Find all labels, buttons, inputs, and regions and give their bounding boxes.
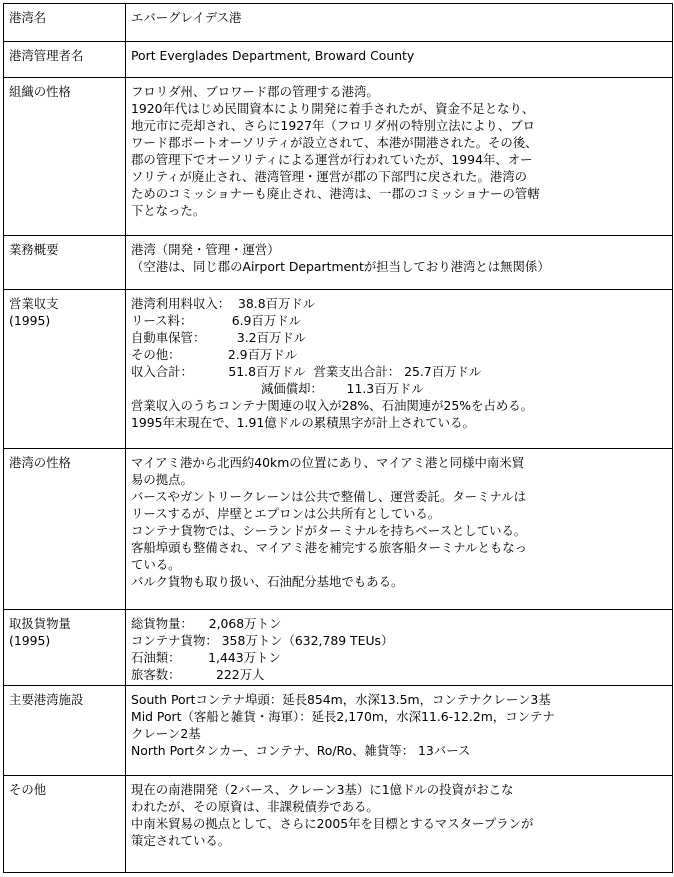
content-line: 策定されている。 bbox=[131, 833, 231, 848]
row-content bbox=[126, 4, 673, 42]
content-line: North Portタンカー、コンテナ、Ro/Ro、雑貨等： 13バース bbox=[131, 743, 471, 758]
row-label bbox=[4, 290, 126, 449]
content-line: エバーグレイデス港 bbox=[131, 10, 242, 25]
content-line: 減価償却： 11.3百万ドル bbox=[131, 381, 424, 396]
row-content bbox=[126, 290, 673, 449]
content-line: コンテナ貨物では、シーランドがターミナルを持ちベースとしている。 bbox=[131, 523, 527, 538]
row-label bbox=[4, 776, 126, 873]
label-line: 港湾名 bbox=[9, 10, 47, 25]
row-label bbox=[4, 610, 126, 686]
content-line: 総貨物量： 2,068万トン bbox=[131, 616, 282, 631]
table-row bbox=[4, 42, 673, 78]
content-line: 下となった。 bbox=[131, 203, 206, 218]
content-line: われたが、その原資は、非課税債券である。 bbox=[131, 799, 379, 814]
table-row bbox=[4, 449, 673, 610]
content-line: ためのコミッショナーも廃止され、港湾は、一郡のコミッショナーの管轄 bbox=[131, 186, 540, 201]
row-content bbox=[126, 686, 673, 776]
content-line: 収入合計： 51.8百万ドル 営業支出合計： 25.7百万ドル bbox=[131, 364, 482, 379]
content-line: ソリティが廃止され、港湾管理・運営が郡の下部門に戻された。港湾の bbox=[131, 169, 528, 184]
content-line: Port Everglades Department, Broward County bbox=[131, 48, 415, 63]
table-row bbox=[4, 776, 673, 873]
port-info-table bbox=[3, 3, 673, 873]
label-line: 組織の性格 bbox=[9, 84, 71, 99]
label-line: 営業収支 bbox=[9, 296, 59, 311]
table-row bbox=[4, 4, 673, 42]
content-line: 営業収入のうちコンテナ関連の収入が28%、石油関連が25%を占める。 bbox=[131, 398, 534, 413]
content-line: ている。 bbox=[131, 557, 181, 572]
content-line: 旅客数： 222万人 bbox=[131, 667, 265, 682]
table-row bbox=[4, 610, 673, 686]
row-label bbox=[4, 78, 126, 236]
row-label bbox=[4, 42, 126, 78]
content-line: 郡の管理下でオーソリティによる運営が行われていたが、1994年、オー bbox=[131, 152, 533, 167]
content-line: 中南米貿易の拠点として、さらに2005年を目標とするマスタープランが bbox=[131, 816, 534, 831]
label-line: 業務概要 bbox=[9, 242, 59, 257]
content-line: 自動車保管： 3.2百万ドル bbox=[131, 330, 307, 345]
row-label bbox=[4, 4, 126, 42]
row-label bbox=[4, 686, 126, 776]
content-line: Mid Port（客船と雑貨・海軍）：延長2,170m，水深11.6-12.2m，コンテナ bbox=[131, 709, 555, 724]
content-line: 1920年代はじめ民間資本により開発に着手されたが、資金不足となり、 bbox=[131, 101, 535, 116]
label-line: 港湾管理者名 bbox=[9, 48, 84, 63]
row-content bbox=[126, 610, 673, 686]
content-line: 1995年末現在で、1.91億ドルの累積黒字が計上されている。 bbox=[131, 415, 475, 430]
table-row bbox=[4, 686, 673, 776]
port-info-sheet bbox=[3, 3, 671, 873]
content-line: 港湾利用料収入： 38.8百万ドル bbox=[131, 296, 316, 311]
content-line: 石油類： 1,443万トン bbox=[131, 650, 281, 665]
content-line: その他： 2.9百万ドル bbox=[131, 347, 298, 362]
content-line: 地元市に売却され、さらに1927年（フロリダ州の特別立法により、ブロ bbox=[131, 118, 535, 133]
row-content bbox=[126, 449, 673, 610]
content-line: 港湾（開発・管理・運営） bbox=[131, 242, 280, 257]
content-line: コンテナ貨物： 358万トン（632,789 TEUs） bbox=[131, 633, 394, 648]
content-line: South Portコンテナ埠頭：延長854m，水深13.5m，コンテナクレーン3基 bbox=[131, 692, 551, 707]
content-line: マイアミ港から北西約40kmの位置にあり、マイアミ港と同様中南米貿 bbox=[131, 455, 525, 470]
label-line: その他 bbox=[9, 782, 47, 797]
row-content bbox=[126, 776, 673, 873]
content-line: リース料： 6.9百万ドル bbox=[131, 313, 301, 328]
content-line: フロリダ州、ブロワード郡の管理する港湾。 bbox=[131, 84, 379, 99]
table-row bbox=[4, 290, 673, 449]
label-line: (1995) bbox=[9, 633, 51, 648]
content-line: バルク貨物も取り扱い、石油配分基地でもある。 bbox=[131, 574, 404, 589]
content-line: 客船埠頭も整備され、マイアミ港を補完する旅客船ターミナルともなっ bbox=[131, 540, 528, 555]
content-line: リースするが、岸壁とエプロンは公共所有としている。 bbox=[131, 506, 441, 521]
content-line: クレーン2基 bbox=[131, 726, 201, 741]
content-line: （空港は、同じ郡のAirport Departmentが担当しており港湾とは無関係） bbox=[131, 259, 550, 274]
label-line: 主要港湾施設 bbox=[9, 692, 84, 707]
label-line: (1995) bbox=[9, 313, 51, 328]
row-label bbox=[4, 449, 126, 610]
label-line: 取扱貨物量 bbox=[9, 616, 71, 631]
table-row bbox=[4, 78, 673, 236]
row-content bbox=[126, 42, 673, 78]
content-line: バースやガントリークレーンは公共で整備し、運営委託。ターミナルは bbox=[131, 489, 527, 504]
row-label bbox=[4, 236, 126, 290]
table-body bbox=[4, 4, 673, 873]
content-line: 易の拠点。 bbox=[131, 472, 193, 487]
content-line: ワード郡ポートオーソリティが設立されて、本港が開港された。その後、 bbox=[131, 135, 538, 150]
row-content bbox=[126, 236, 673, 290]
label-line: 港湾の性格 bbox=[9, 455, 71, 470]
row-content bbox=[126, 78, 673, 236]
content-line: 現在の南港開発（2バース、クレーン3基）に1億ドルの投資がおこな bbox=[131, 782, 514, 797]
table-row bbox=[4, 236, 673, 290]
